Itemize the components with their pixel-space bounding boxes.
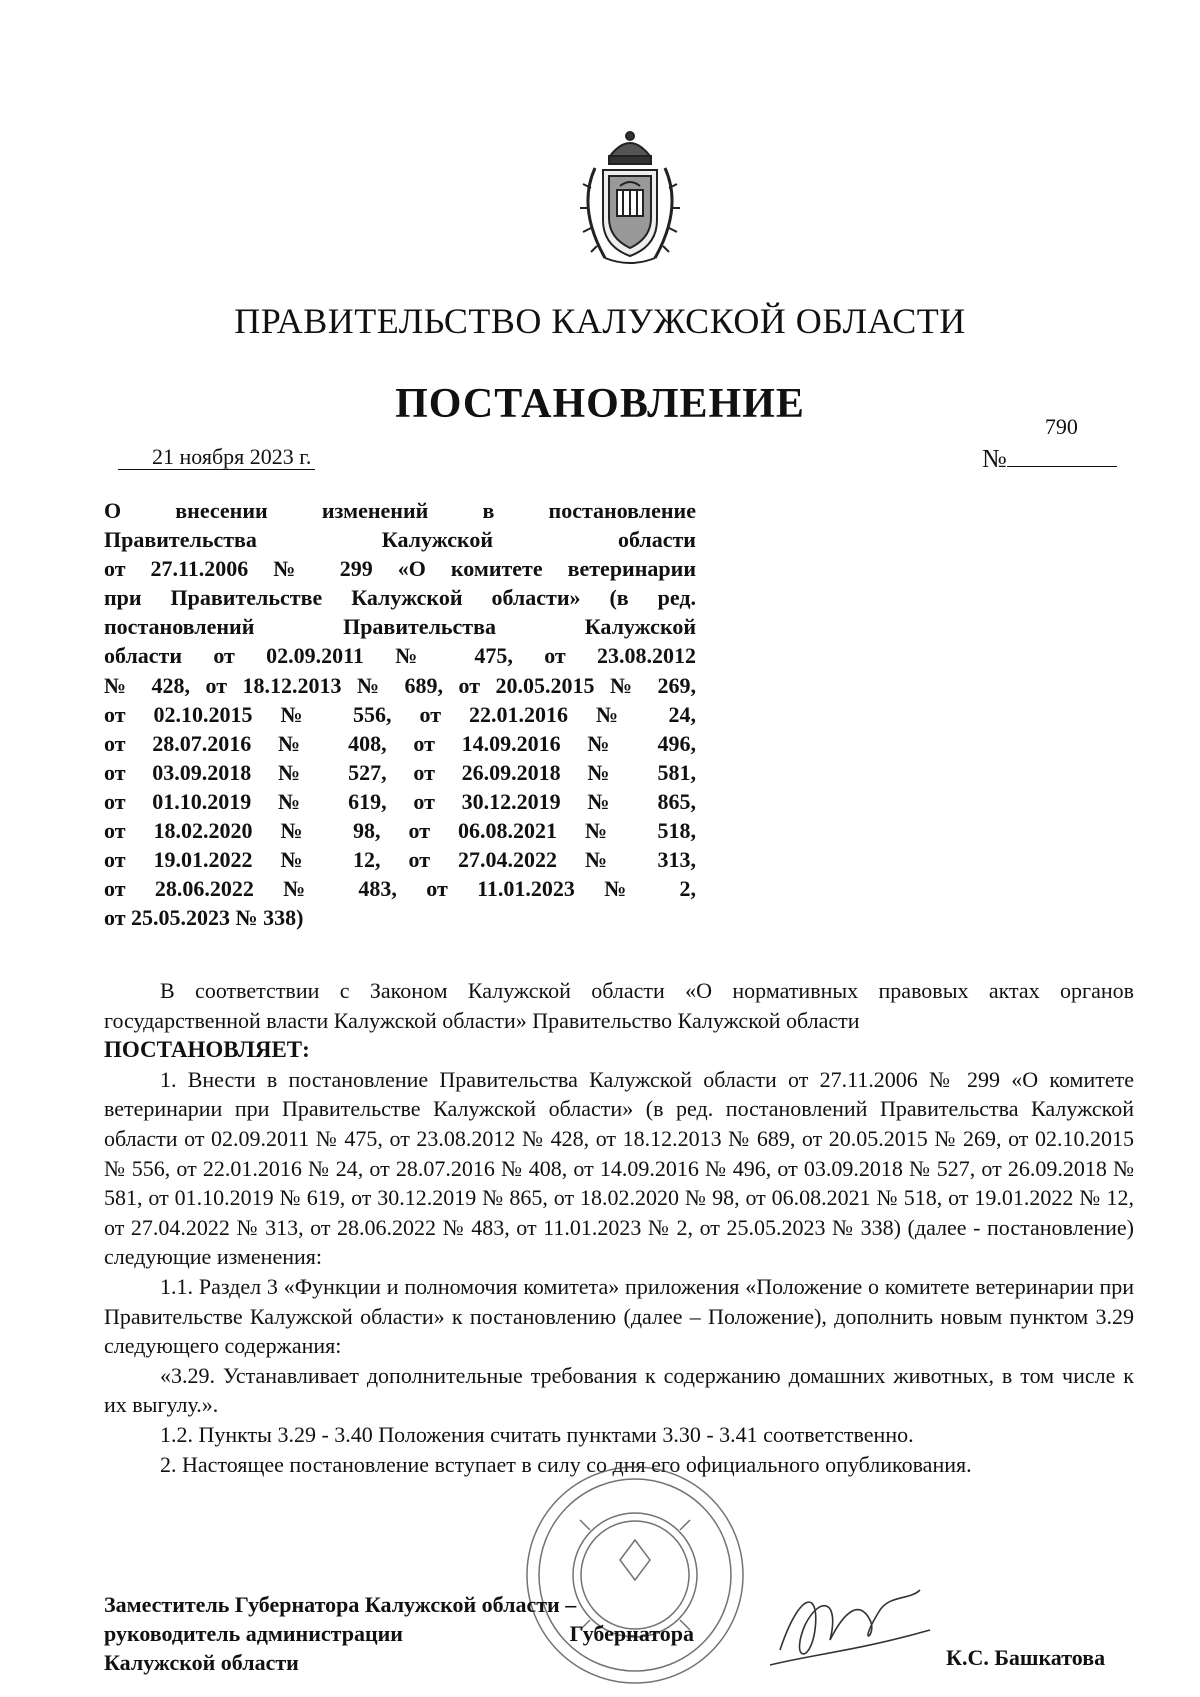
subject-line: области от 02.09.2011 № 475, от 23.08.2012 — [104, 643, 696, 669]
signatory-title-part: Губернатора — [569, 1621, 694, 1646]
subject-line: от 18.02.2020 № 98, от 06.08.2021 № 518, — [104, 818, 696, 844]
item-1-1: 1.1. Раздел 3 «Функции и полномочия комитета» приложения «Положение о комитете ветеринарии при Правительстве Калужской области» к постановлению (далее – Положение), дополнить новым пунктом 3.29 следующего содержания: — [104, 1273, 1134, 1359]
item-1: 1. Внести в постановление Правительства Калужской области от 27.11.2006 № 299 «О комитете ветеринарии при Правительстве Калужской области» (в ред. постановлений Правительства Калужской области от 02.09.2011 № 475, от 23.08.2012 № 428, от 18.12.2013 № 689, от 20.05.2015 № 269, от 02.10.2015 № 556, от 22.01.2016 № 24, от 28.07.2016 № 408, от 14.09.2016 № 496, от 03.09.2018 № 527, от 26.09.2018 № 581, от 01.10.2019 № 619, от 30.12.2019 № 865, от 18.02.2020 № 98, от 06.08.2021 № 518, от 19.01.2022 № 12, от 27.04.2022 № 313, от 28.06.2022 № 483, от 11.01.2023 № 2, от 25.05.2023 № 338) (далее - постановление) следующие изменения: — [104, 1066, 1134, 1270]
subject-line: от 03.09.2018 № 527, от 26.09.2018 № 581, — [104, 759, 696, 785]
date-value: 21 ноября 2023 г. — [118, 444, 315, 470]
item-1-2: 1.2. Пункты 3.29 - 3.40 Положения считать пунктами 3.30 - 3.41 соответственно. — [160, 1421, 914, 1447]
document-number — [982, 414, 1117, 474]
document-subject — [104, 496, 696, 932]
subject-line: от 28.07.2016 № 408, от 14.09.2016 № 496, — [104, 730, 696, 756]
subject-line: от 27.11.2006 № 299 «О комитете ветеринарии — [104, 556, 696, 582]
number-blank — [1007, 414, 1117, 467]
document-type-title: ПОСТАНОВЛЕНИЕ — [395, 381, 805, 427]
subject-line: О внесении изменений в постановление — [104, 498, 696, 523]
subject-line: при Правительстве Калужской области» (в ред. — [104, 585, 696, 611]
subject-line: от 19.01.2022 № 12, от 27.04.2022 № 313, — [104, 847, 696, 873]
signatory-title-line-1: Заместитель Губернатора Калужской области – — [104, 1592, 577, 1617]
subject-line: от 02.10.2015 № 556, от 22.01.2016 № 24, — [104, 701, 696, 727]
document-date — [118, 444, 315, 470]
subject-line: от 25.05.2023 № 338) — [104, 905, 304, 931]
intro-paragraph: В соответствии с Законом Калужской области «О нормативных правовых актах органов государственной власти Калужской области» Правительство Калужской области — [104, 978, 1134, 1033]
subject-line: постановлений Правительства Калужской — [104, 614, 696, 640]
signer-name: К.С. Башкатова — [946, 1645, 1106, 1670]
signatory-title-part: руководитель администрации — [104, 1621, 403, 1646]
signature-block — [104, 1590, 694, 1677]
subject-line: № 428, от 18.12.2013 № 689, от 20.05.2015 № 269, — [104, 672, 696, 698]
signatory-title-line-2 — [104, 1619, 694, 1648]
subject-line: Правительства Калужской области — [104, 527, 696, 553]
coat-of-arms-emblem — [565, 128, 695, 268]
decree-word: ПОСТАНОВЛЯЕТ: — [104, 1037, 310, 1063]
number-value: 790 — [1044, 414, 1078, 439]
handwritten-signature — [760, 1570, 940, 1680]
item-2: 2. Настоящее постановление вступает в силу со дня его официального опубликования. — [160, 1451, 972, 1477]
signatory-title-line-3: Калужской области — [104, 1650, 299, 1675]
subject-line: от 01.10.2019 № 619, от 30.12.2019 № 865, — [104, 788, 696, 814]
organization-title: ПРАВИТЕЛЬСТВО КАЛУЖСКОЙ ОБЛАСТИ — [234, 301, 966, 341]
document-body — [104, 976, 1134, 1479]
number-label: № — [982, 444, 1007, 473]
quoted-clause: «3.29. Устанавливает дополнительные требования к содержанию домашних животных, в том числе к их выгулу.». — [104, 1362, 1134, 1418]
subject-line: от 28.06.2022 № 483, от 11.01.2023 № 2, — [104, 876, 696, 902]
